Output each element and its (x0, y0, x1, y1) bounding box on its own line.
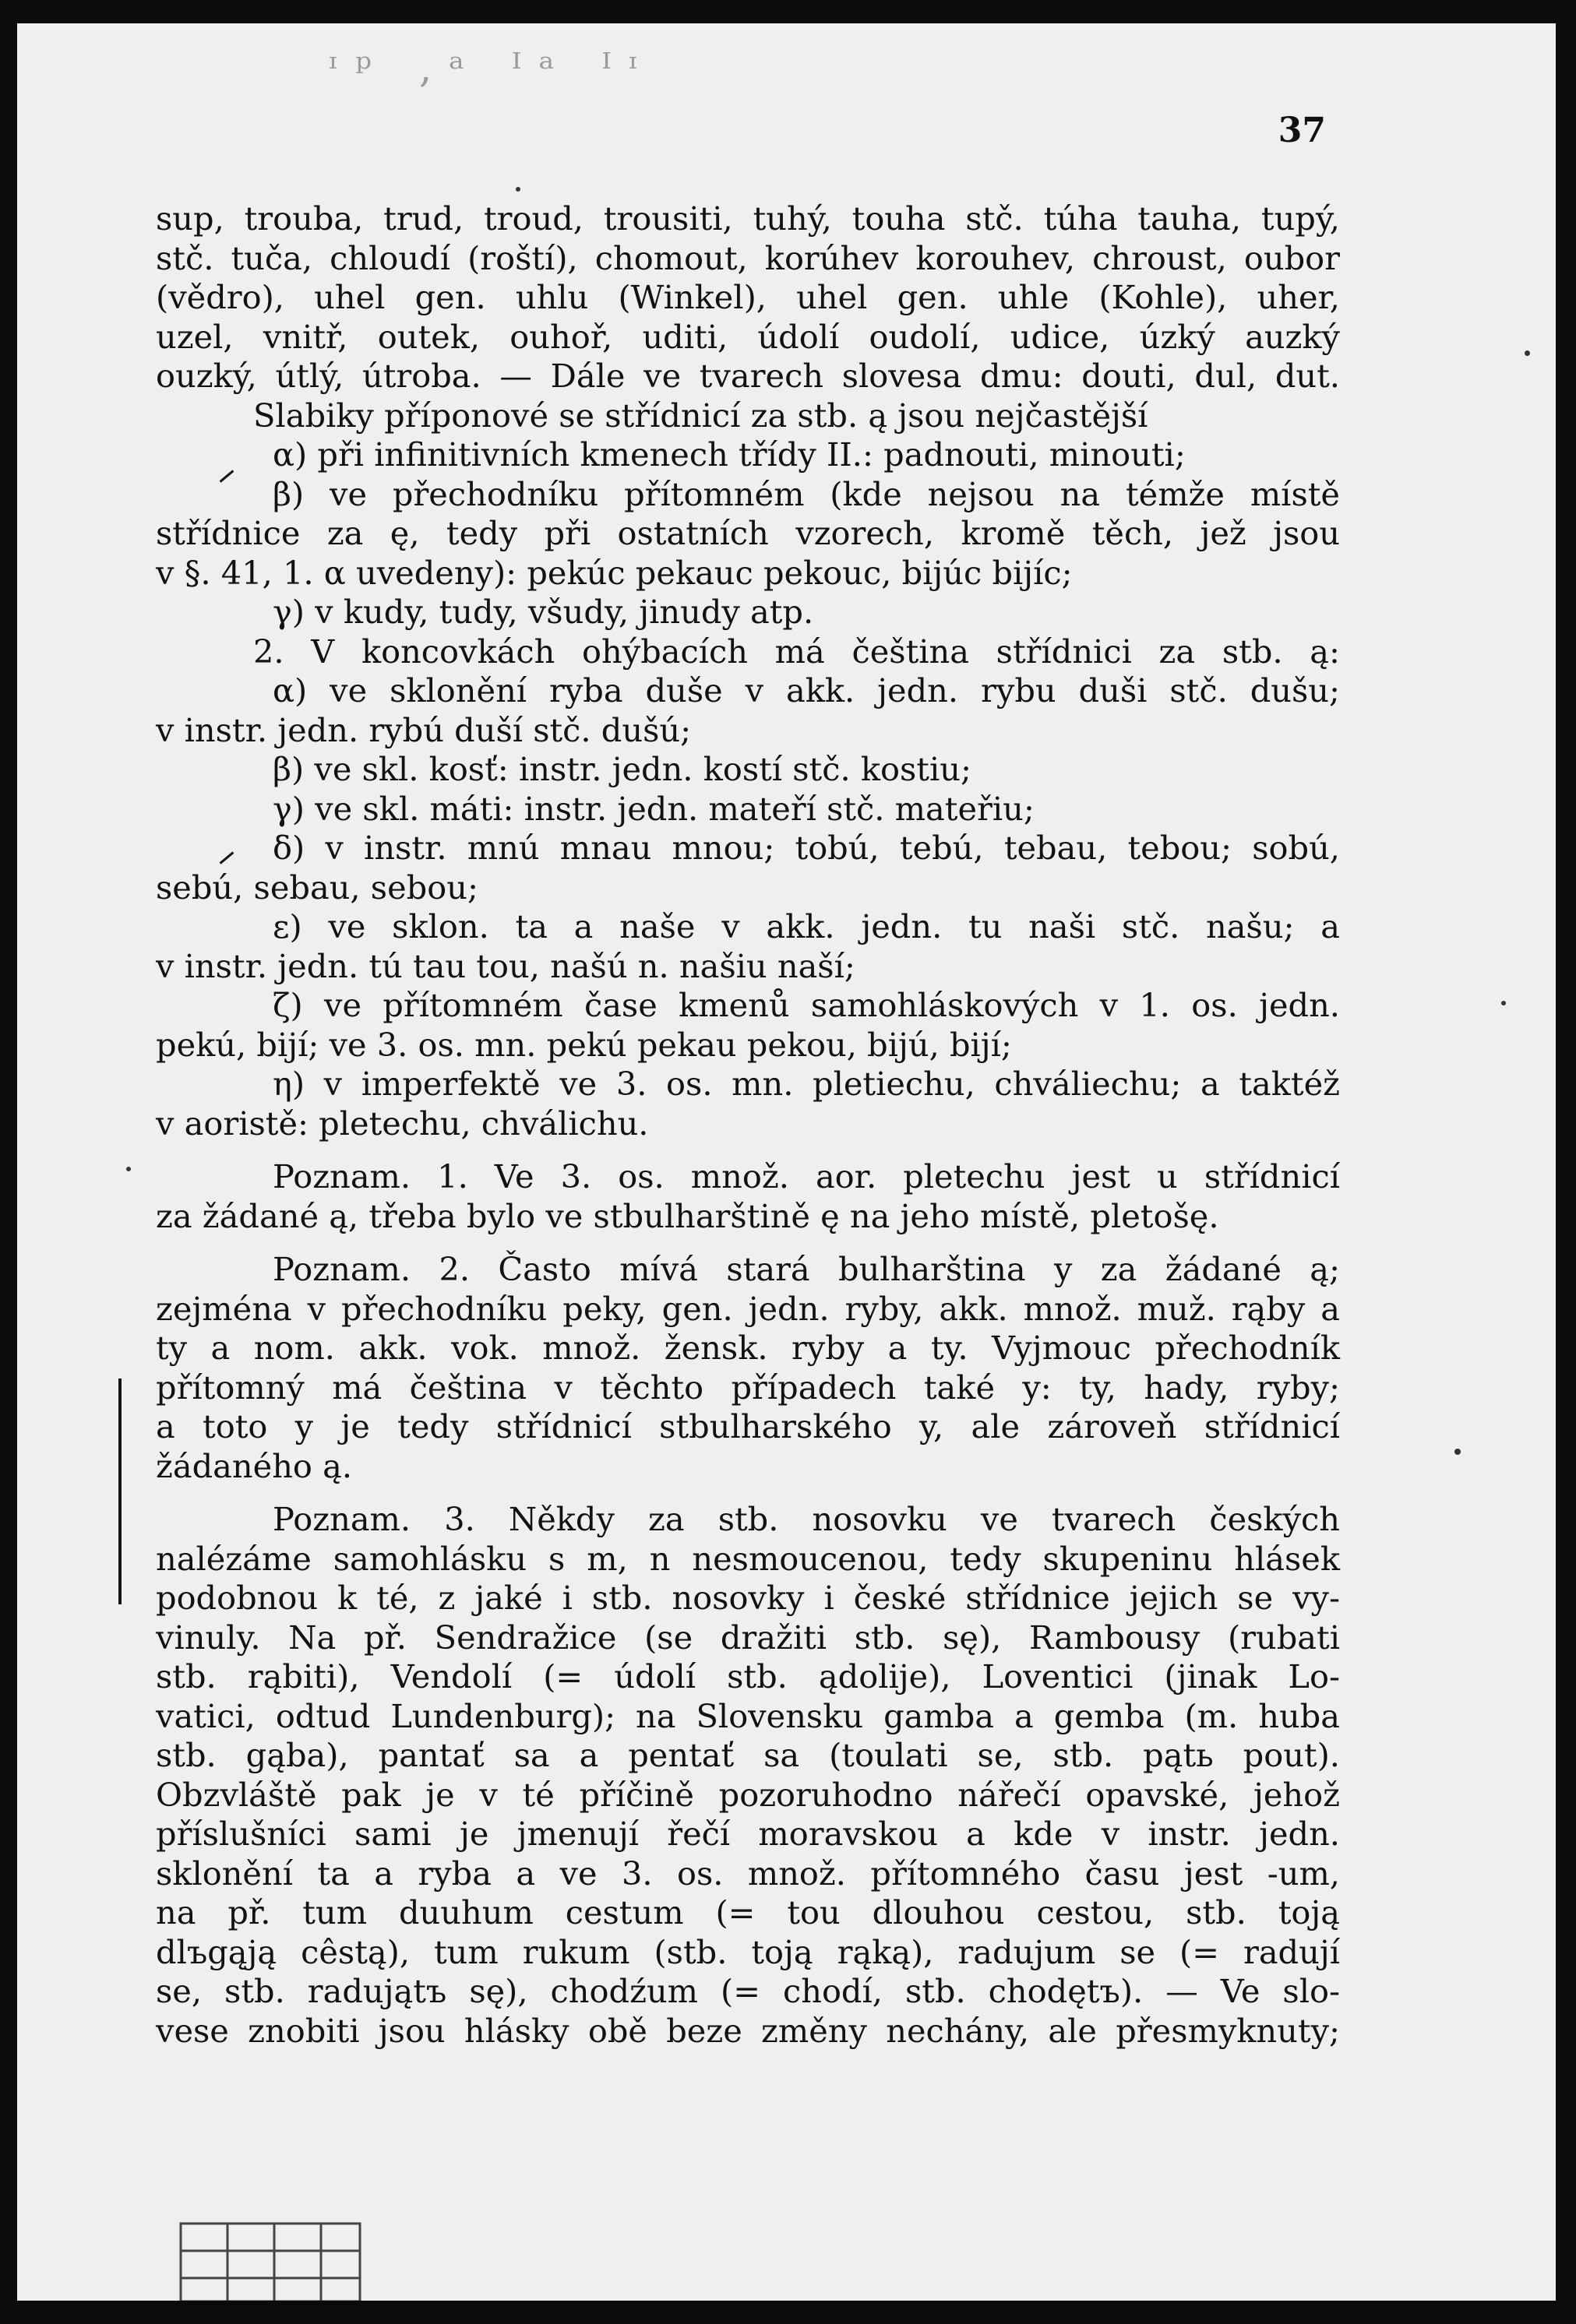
paragraph-gap (156, 1486, 1340, 1500)
text-line: sklonění ta a ryba a ve 3. os. množ. přítomného času jest -um, (156, 1854, 1340, 1893)
text-line: uzel, vnitř, outek, ouhoř, uditi, údolí oudolí, udice, úzký auzký (156, 317, 1340, 356)
text-line: střídnice za ę, tedy při ostatních vzorech, kromě těch, jež jsou (156, 514, 1340, 552)
text-line: 2. V koncovkách ohýbacích má čeština střídnici za stb. ą: (253, 632, 1340, 671)
text-line: ty a nom. akk. vok. množ. žensk. ryby a ty. Vyjmouc přechodník (156, 1329, 1340, 1367)
text-line: stb. rąbiti), Vendolí (= údolí stb. ądolije), Loventici (jinak Lo- (156, 1657, 1340, 1695)
text-line: a toto y je tedy střídnicí stbulharského y, ale zároveň střídnicí (156, 1407, 1340, 1445)
text-line: v aoristě: pletechu, chválichu. (156, 1104, 649, 1143)
text-line: v §. 41, 1. α uvedeny): pekúc pekauc pekouc, bijúc bijíc; (156, 553, 1073, 592)
text-line: vese znobiti jsou hlásky obě beze změny nechány, ale přesmyknuty; (156, 2011, 1340, 2050)
text-line: γ) ve skl. máti: instr. jedn. mateří stč. mateřiu; (273, 789, 1035, 828)
corner-grid-mark (173, 2216, 375, 2301)
text-line: vatici, odtud Lundenburg); na Slovensku gamba a gemba (m. huba (156, 1696, 1340, 1735)
text-line: Poznam. 1. Ve 3. os. množ. aor. pletechu jest u střídnicí (273, 1157, 1340, 1195)
book-page (17, 23, 1556, 2301)
text-line: δ) v instr. mnú mnau mnou; tobú, tebú, tebau, tebou; sobú, (273, 829, 1340, 867)
text-line: Slabiky příponové se střídnicí za stb. ą jsou nejčastější (253, 396, 1148, 435)
text-line: podobnou k té, z jaké i stb. nosovky i české střídnice jejich se vy- (156, 1579, 1340, 1617)
text-line: stč. tuča, chloudí (roští), chomout, korúhev korouhev, chroust, oubor (156, 238, 1340, 277)
text-line: α) při infinitivních kmenech třídy II.: padnouti, minouti; (273, 435, 1186, 474)
text-line: vinuly. Na př. Sendražice (se dražiti stb. sę), Rambousy (rubati (156, 1618, 1340, 1657)
dust-speck (1501, 1001, 1506, 1005)
text-line: Poznam. 2. Často mívá stará bulharština y za žádané ą; (273, 1250, 1340, 1288)
text-line: α) ve sklonění ryba duše v akk. jedn. rybu duši stč. dušu; (273, 671, 1340, 710)
text-line: na př. tum duuhum cestum (= tou dlouhou cestou, stb. toją (156, 1893, 1340, 1931)
text-line: dlъgąją cêstą), tum rukum (stb. toją rąką), radujum se (= radují (156, 1932, 1340, 1971)
text-line: se, stb. radujątъ sę), chodźum (= chodí, stb. chodętъ). — Ve slo- (156, 1972, 1340, 2010)
text-line: β) ve skl. kosť: instr. jedn. kostí stč. kostiu; (273, 750, 971, 788)
text-line: Obzvláště pak je v té příčině pozoruhodno nářečí opavské, jehož (156, 1775, 1340, 1814)
dust-speck (516, 187, 520, 192)
text-line: ouzký, útlý, útroba. — Dále ve tvarech slovesa dmu: douti, dul, dut. (156, 357, 1340, 395)
text-line: v instr. jedn. tú tau tou, našú n. našiu naší; (156, 946, 855, 985)
text-line: Poznam. 3. Někdy za stb. nosovku ve tvarech českých (273, 1500, 1340, 1538)
dust-speck (1525, 350, 1530, 356)
text-line: příslušníci sami je jmenují řečí moravskou a kde v instr. jedn. (156, 1815, 1340, 1853)
dust-speck (126, 1167, 131, 1171)
text-line: přítomný má čeština v těchto případech také y: ty, hady, ryby; (156, 1368, 1340, 1407)
page-number: 37 (1278, 111, 1326, 150)
text-line: zejména v přechodníku peky, gen. jedn. ryby, akk. množ. muž. rąby a (156, 1289, 1340, 1328)
text-line: pekú, bijí; ve 3. os. mn. pekú pekau pekou, bijú, bijí; (156, 1025, 1012, 1064)
text-line: v instr. jedn. rybú duší stč. dušú; (156, 710, 692, 749)
pencil-scribble: ᶦᵖ ‚ᵃ ᴵᵃ ᴵᶦ (329, 45, 656, 92)
text-line: za žádané ą, třeba bylo ve stbulharštině ę na jeho místě, pletošę. (156, 1196, 1219, 1235)
text-line: ε) ve sklon. ta a naše v akk. jedn. tu naši stč. našu; a (273, 907, 1340, 945)
text-line: sebú, sebau, sebou; (156, 868, 478, 907)
text-line: γ) v kudy, tudy, všudy, jinudy atp. (273, 593, 814, 631)
body-text (156, 199, 1340, 2051)
paragraph-gap (156, 1143, 1340, 1157)
dust-speck (1454, 1449, 1461, 1455)
margin-line-mark (118, 1379, 122, 1604)
text-line: (vědro), uhel gen. uhlu (Winkel), uhel gen. uhle (Kohle), uher, (156, 278, 1340, 316)
text-line: žádaného ą. (156, 1446, 353, 1485)
text-line: stb. gąba), pantať sa a pentať sa (toulati se, stb. pątь pout). (156, 1736, 1340, 1774)
text-line: nalézáme samohlásku s m, n nesmoucenou, tedy skupeninu hlásek (156, 1539, 1340, 1578)
paragraph-gap (156, 1236, 1340, 1250)
text-line: β) ve přechodníku přítomném (kde nejsou na témže místě (273, 474, 1340, 513)
text-line: ζ) ve přítomném čase kmenů samohláskových v 1. os. jedn. (273, 986, 1340, 1024)
text-line: sup, trouba, trud, troud, trousiti, tuhý, touha stč. túha tauha, tupý, (156, 199, 1340, 238)
text-line: η) v imperfektě ve 3. os. mn. pletiechu, chváliechu; a taktéž (273, 1065, 1340, 1103)
